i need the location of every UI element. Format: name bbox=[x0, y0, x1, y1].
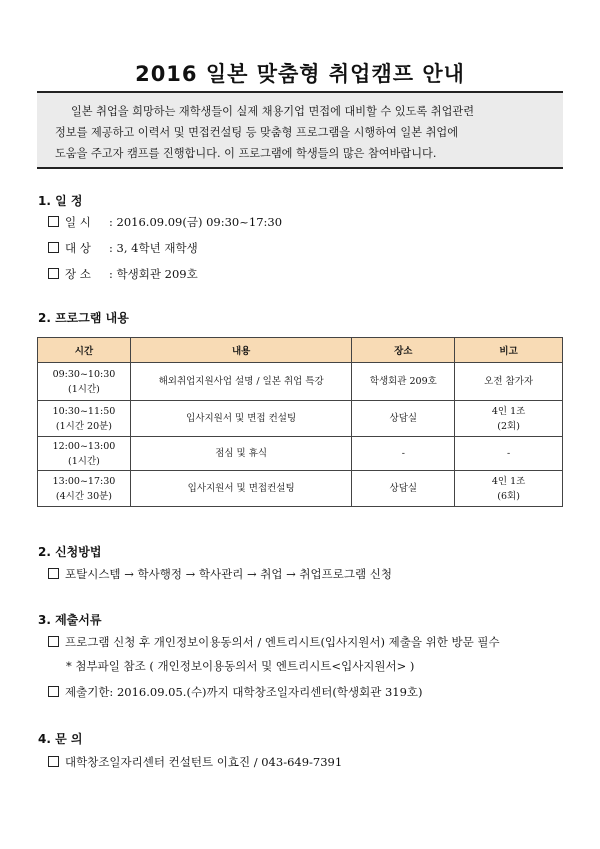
table-row bbox=[38, 471, 563, 507]
intro-line: 일본 취업을 희망하는 재학생들이 실제 채용기업 면접에 대비할 수 있도록 취업관련 bbox=[71, 105, 475, 118]
section-heading-program: 2. 프로그램 내용 bbox=[38, 311, 129, 325]
place-cell: 상담실 bbox=[352, 401, 455, 437]
section-heading-apply: 2. 신청방법 bbox=[38, 545, 102, 559]
note-cell: 4인 1조 (6회) bbox=[455, 471, 563, 507]
note-cell: - bbox=[455, 437, 563, 471]
schedule-item-target: 대 상 : 3, 4학년 재학생 bbox=[48, 240, 198, 256]
document-title: 2016 일본 맞춤형 취업캠프 안내 bbox=[135, 62, 465, 86]
time-cell: 13:00~17:30 (4시간 30분) bbox=[38, 471, 131, 507]
column-header-content: 내용 bbox=[130, 338, 351, 363]
checkbox-icon bbox=[48, 268, 59, 279]
table-header-row bbox=[38, 338, 563, 363]
content-cell: 해외취업지원사업 설명 / 일본 취업 특강 bbox=[130, 363, 351, 401]
note-cell: 4인 1조 (2회) bbox=[455, 401, 563, 437]
checkbox-icon bbox=[48, 216, 59, 227]
place-cell: 학생회관 209호 bbox=[352, 363, 455, 401]
column-header-note: 비고 bbox=[455, 338, 563, 363]
intro-line: 정보를 제공하고 이력서 및 면접컨설팅 등 맞춤형 프로그램을 시행하여 일본 취업에 bbox=[55, 126, 459, 139]
column-header-time: 시간 bbox=[38, 338, 131, 363]
contact-info: 대학창조일자리센터 컨설턴트 이효진 / 043-649-7391 bbox=[48, 754, 342, 770]
documents-note: * 첨부파일 참조 ( 개인정보이용동의서 및 엔트리시트<입사지원서> ) bbox=[66, 659, 415, 673]
schedule-item-date: 일 시 : 2016.09.09(금) 09:30~17:30 bbox=[48, 214, 282, 230]
checkbox-icon bbox=[48, 686, 59, 697]
content-cell: 입사지원서 및 면접 컨설팅 bbox=[130, 401, 351, 437]
intro-line: 도움을 주고자 캠프를 진행합니다. 이 프로그램에 학생들의 많은 참여바랍니다. bbox=[55, 147, 437, 160]
time-cell: 09:30~10:30 (1시간) bbox=[38, 363, 131, 401]
time-cell: 10:30~11:50 (1시간 20분) bbox=[38, 401, 131, 437]
intro-box bbox=[37, 91, 563, 169]
place-cell: 상담실 bbox=[352, 471, 455, 507]
section-heading-schedule: 1. 일 정 bbox=[38, 194, 83, 208]
schedule-item-place: 장 소 : 학생회관 209호 bbox=[48, 266, 198, 282]
section-heading-contact: 4. 문 의 bbox=[38, 732, 83, 746]
checkbox-icon bbox=[48, 568, 59, 579]
checkbox-icon bbox=[48, 242, 59, 253]
place-cell: - bbox=[352, 437, 455, 471]
table-row bbox=[38, 437, 563, 471]
note-cell: 오전 참가자 bbox=[455, 363, 563, 401]
documents-item: 프로그램 신청 후 개인정보이용동의서 / 엔트리시트(입사지원서) 제출을 위한 방문 필수 bbox=[48, 634, 500, 650]
checkbox-icon bbox=[48, 636, 59, 647]
section-heading-documents: 3. 제출서류 bbox=[38, 613, 102, 627]
table-row bbox=[38, 401, 563, 437]
apply-path: 포탈시스템 → 학사행정 → 학사관리 → 취업 → 취업프로그램 신청 bbox=[48, 566, 392, 582]
table-row bbox=[38, 363, 563, 401]
documents-deadline: 제출기한: 2016.09.05.(수)까지 대학창조일자리센터(학생회관 319호) bbox=[48, 684, 423, 700]
content-cell: 점심 및 휴식 bbox=[130, 437, 351, 471]
checkbox-icon bbox=[48, 756, 59, 767]
content-cell: 입사지원서 및 면접컨설팅 bbox=[130, 471, 351, 507]
program-table bbox=[37, 337, 563, 507]
column-header-place: 장소 bbox=[352, 338, 455, 363]
time-cell: 12:00~13:00 (1시간) bbox=[38, 437, 131, 471]
